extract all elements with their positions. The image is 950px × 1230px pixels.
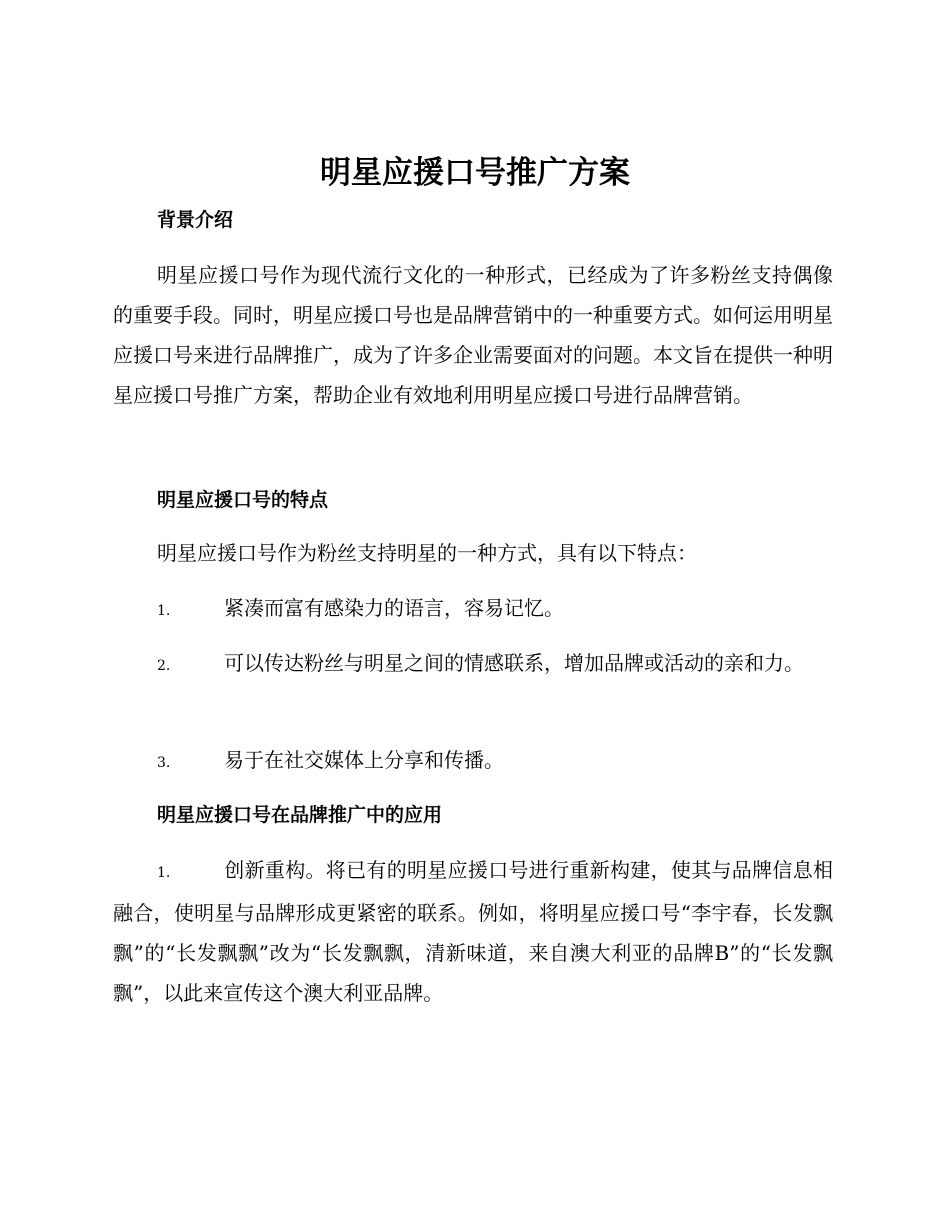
document-title: 明星应援口号推广方案 bbox=[320, 155, 630, 191]
list-item-number: 2. bbox=[157, 658, 171, 674]
list-item-number: 1. bbox=[157, 865, 171, 881]
list-item-text: 紧凑而富有感染力的语言，容易记忆。 bbox=[224, 596, 564, 620]
paragraph-features-intro: 明星应援口号作为粉丝支持明星的一种方式，具有以下特点： bbox=[157, 541, 697, 565]
list-item bbox=[113, 740, 833, 783]
section-heading-background: 背景介绍 bbox=[157, 209, 234, 231]
section-heading-application: 明星应援口号在品牌推广中的应用 bbox=[157, 804, 443, 826]
paragraph-background: 明星应援口号作为现代流行文化的一种形式，已经成为了许多粉丝支持偶像的重要手段。同时，明星应援口号也是品牌营销中的一种重要方式。如何运用明星应援口号来进行品牌推广，成为了许多企业需要面对的问题。本文旨在提供一种明星应援口号推广方案，帮助企业有效地利用明星应援口号进行品牌营销。 bbox=[113, 263, 833, 407]
list-item-number: 3. bbox=[157, 755, 171, 771]
list-item bbox=[113, 588, 833, 631]
list-item bbox=[113, 850, 833, 1013]
list-item-text: 可以传达粉丝与明星之间的情感联系，增加品牌或活动的亲和力。 bbox=[224, 651, 804, 675]
list-item bbox=[113, 643, 833, 686]
list-item-text: 创新重构。将已有的明星应援口号进行重新构建，使其与品牌信息相融合，使明星与品牌形成更紧密的联系。例如，将明星应援口号“李宇春，长发飘飘”的“长发飘飘”改为“长发飘飘，清新味道，来自澳大利亚的品牌B”的“长发飘飘”，以此来宣传这个澳大利亚品牌。 bbox=[113, 858, 833, 1005]
list-item-text: 易于在社交媒体上分享和传播。 bbox=[224, 748, 504, 772]
list-item-number: 1. bbox=[157, 603, 171, 619]
section-heading-features: 明星应援口号的特点 bbox=[157, 489, 329, 511]
